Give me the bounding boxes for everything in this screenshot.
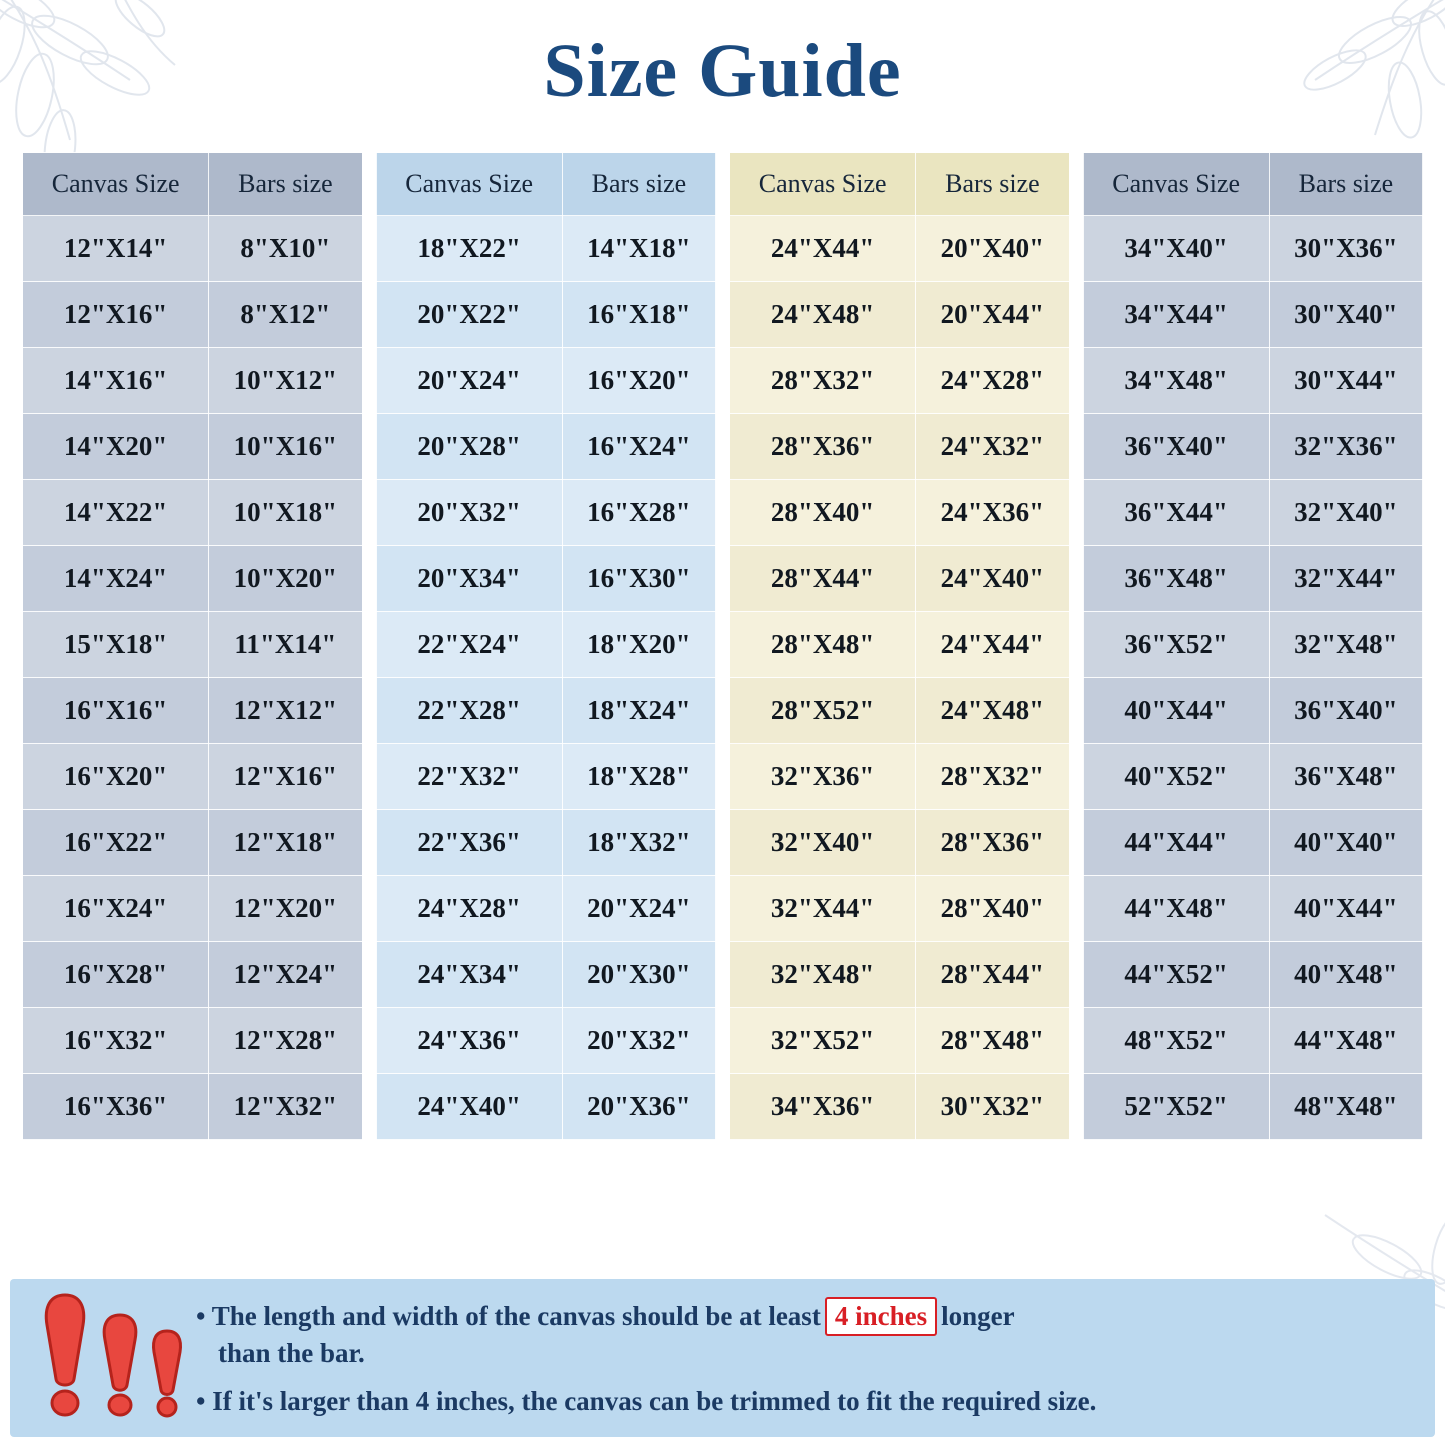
cell-bars-size: 40"X48": [1269, 942, 1422, 1008]
cell-bars-size: 12"X32": [209, 1074, 362, 1140]
cell-bars-size: 12"X20": [209, 876, 362, 942]
cell-canvas-size: 16"X24": [23, 876, 209, 942]
cell-bars-size: 28"X32": [916, 744, 1069, 810]
table-row: [23, 810, 363, 876]
table-row: [23, 282, 363, 348]
table-row: [1083, 282, 1423, 348]
table-row: [376, 546, 716, 612]
cell-bars-size: 20"X44": [916, 282, 1069, 348]
cell-canvas-size: 16"X22": [23, 810, 209, 876]
cell-bars-size: 32"X36": [1269, 414, 1422, 480]
table-body-group-1: [23, 216, 363, 1140]
cell-bars-size: 30"X32": [916, 1074, 1069, 1140]
table-header-row: [1083, 153, 1423, 216]
cell-bars-size: 30"X40": [1269, 282, 1422, 348]
cell-bars-size: 8"X12": [209, 282, 362, 348]
cell-canvas-size: 14"X22": [23, 480, 209, 546]
size-table-group-4: [1083, 152, 1424, 1140]
table-row: [730, 1074, 1070, 1140]
cell-canvas-size: 44"X52": [1083, 942, 1269, 1008]
cell-bars-size: 12"X18": [209, 810, 362, 876]
cell-canvas-size: 28"X52": [730, 678, 916, 744]
cell-canvas-size: 18"X22": [376, 216, 562, 282]
cell-bars-size: 24"X40": [916, 546, 1069, 612]
cell-bars-size: 40"X40": [1269, 810, 1422, 876]
table-row: [1083, 348, 1423, 414]
cell-canvas-size: 32"X44": [730, 876, 916, 942]
cell-canvas-size: 52"X52": [1083, 1074, 1269, 1140]
cell-canvas-size: 14"X16": [23, 348, 209, 414]
table-row: [730, 810, 1070, 876]
cell-canvas-size: 36"X52": [1083, 612, 1269, 678]
table-row: [376, 348, 716, 414]
cell-canvas-size: 36"X48": [1083, 546, 1269, 612]
cell-canvas-size: 28"X32": [730, 348, 916, 414]
cell-bars-size: 20"X30": [562, 942, 715, 1008]
cell-canvas-size: 22"X28": [376, 678, 562, 744]
cell-canvas-size: 16"X36": [23, 1074, 209, 1140]
cell-bars-size: 10"X18": [209, 480, 362, 546]
table-row: [730, 744, 1070, 810]
cell-bars-size: 8"X10": [209, 216, 362, 282]
table-row: [23, 876, 363, 942]
table-row: [23, 1074, 363, 1140]
page-title: Size Guide: [543, 29, 902, 113]
cell-bars-size: 16"X28": [562, 480, 715, 546]
cell-bars-size: 24"X44": [916, 612, 1069, 678]
table-row: [730, 678, 1070, 744]
table-row: [730, 348, 1070, 414]
cell-bars-size: 44"X48": [1269, 1008, 1422, 1074]
cell-canvas-size: 32"X40": [730, 810, 916, 876]
table-row: [376, 612, 716, 678]
cell-bars-size: 32"X48": [1269, 612, 1422, 678]
table-row: [376, 810, 716, 876]
exclamation-icon: [38, 1291, 92, 1419]
cell-bars-size: 30"X36": [1269, 216, 1422, 282]
table-row: [23, 480, 363, 546]
cell-bars-size: 24"X36": [916, 480, 1069, 546]
cell-bars-size: 20"X24": [562, 876, 715, 942]
size-table-group-2: [376, 152, 717, 1140]
cell-canvas-size: 16"X20": [23, 744, 209, 810]
cell-canvas-size: 14"X20": [23, 414, 209, 480]
table-row: [1083, 612, 1423, 678]
table-row: [1083, 744, 1423, 810]
cell-bars-size: 24"X32": [916, 414, 1069, 480]
cell-bars-size: 10"X12": [209, 348, 362, 414]
cell-bars-size: 36"X40": [1269, 678, 1422, 744]
cell-bars-size: 14"X18": [562, 216, 715, 282]
notes-banner: [10, 1279, 1435, 1437]
table-row: [730, 414, 1070, 480]
table-row: [376, 678, 716, 744]
column-header-canvas-size: Canvas Size: [376, 153, 562, 216]
table-row: [376, 216, 716, 282]
cell-bars-size: 12"X24": [209, 942, 362, 1008]
note-1-part-2: longer: [941, 1301, 1015, 1332]
cell-canvas-size: 22"X24": [376, 612, 562, 678]
cell-canvas-size: 20"X34": [376, 546, 562, 612]
cell-canvas-size: 24"X44": [730, 216, 916, 282]
column-header-bars-size: Bars size: [916, 153, 1069, 216]
column-header-bars-size: Bars size: [209, 153, 362, 216]
cell-bars-size: 40"X44": [1269, 876, 1422, 942]
cell-canvas-size: 24"X40": [376, 1074, 562, 1140]
cell-bars-size: 28"X48": [916, 1008, 1069, 1074]
cell-canvas-size: 28"X40": [730, 480, 916, 546]
cell-canvas-size: 34"X40": [1083, 216, 1269, 282]
cell-bars-size: 20"X40": [916, 216, 1069, 282]
table-row: [1083, 1008, 1423, 1074]
table-row: [376, 282, 716, 348]
table-row: [376, 942, 716, 1008]
cell-bars-size: 36"X48": [1269, 744, 1422, 810]
table-row: [1083, 876, 1423, 942]
cell-canvas-size: 20"X32": [376, 480, 562, 546]
column-header-bars-size: Bars size: [562, 153, 715, 216]
cell-canvas-size: 16"X28": [23, 942, 209, 1008]
cell-canvas-size: 32"X52": [730, 1008, 916, 1074]
column-header-canvas-size: Canvas Size: [1083, 153, 1269, 216]
note-line-2: • If it's larger than 4 inches, the canvas can be trimmed to fit the required size.: [196, 1385, 1097, 1416]
table-row: [376, 876, 716, 942]
cell-canvas-size: 20"X28": [376, 414, 562, 480]
table-header-row: [376, 153, 716, 216]
cell-canvas-size: 20"X24": [376, 348, 562, 414]
column-header-canvas-size: Canvas Size: [730, 153, 916, 216]
table-row: [23, 348, 363, 414]
cell-canvas-size: 28"X48": [730, 612, 916, 678]
cell-canvas-size: 24"X36": [376, 1008, 562, 1074]
table-row: [23, 744, 363, 810]
cell-canvas-size: 32"X36": [730, 744, 916, 810]
table-row: [730, 480, 1070, 546]
table-body-group-2: [376, 216, 716, 1140]
table-row: [730, 282, 1070, 348]
table-row: [1083, 414, 1423, 480]
table-row: [730, 612, 1070, 678]
table-row: [730, 546, 1070, 612]
table-row: [23, 1008, 363, 1074]
cell-bars-size: 12"X28": [209, 1008, 362, 1074]
cell-canvas-size: 12"X16": [23, 282, 209, 348]
cell-canvas-size: 34"X44": [1083, 282, 1269, 348]
cell-bars-size: 20"X36": [562, 1074, 715, 1140]
cell-bars-size: 24"X48": [916, 678, 1069, 744]
cell-canvas-size: 36"X40": [1083, 414, 1269, 480]
table-body-group-3: [730, 216, 1070, 1140]
cell-canvas-size: 34"X48": [1083, 348, 1269, 414]
cell-canvas-size: 20"X22": [376, 282, 562, 348]
table-row: [730, 876, 1070, 942]
size-tables-container: [22, 152, 1423, 1140]
cell-canvas-size: 24"X48": [730, 282, 916, 348]
cell-bars-size: 18"X20": [562, 612, 715, 678]
cell-bars-size: 16"X20": [562, 348, 715, 414]
table-row: [23, 612, 363, 678]
table-row: [730, 942, 1070, 1008]
cell-bars-size: 48"X48": [1269, 1074, 1422, 1140]
cell-bars-size: 18"X24": [562, 678, 715, 744]
notes-text: [196, 1297, 1417, 1418]
table-row: [1083, 942, 1423, 1008]
cell-canvas-size: 12"X14": [23, 216, 209, 282]
cell-canvas-size: 44"X48": [1083, 876, 1269, 942]
table-row: [376, 1074, 716, 1140]
cell-canvas-size: 44"X44": [1083, 810, 1269, 876]
table-row: [23, 414, 363, 480]
column-header-canvas-size: Canvas Size: [23, 153, 209, 216]
table-row: [23, 216, 363, 282]
cell-canvas-size: 15"X18": [23, 612, 209, 678]
table-row: [730, 216, 1070, 282]
cell-canvas-size: 36"X44": [1083, 480, 1269, 546]
cell-canvas-size: 32"X48": [730, 942, 916, 1008]
table-row: [376, 744, 716, 810]
table-row: [376, 414, 716, 480]
table-row: [23, 942, 363, 1008]
cell-canvas-size: 48"X52": [1083, 1008, 1269, 1074]
note-1-wrap: than the bar.: [218, 1338, 365, 1369]
note-highlight-4-inches: 4 inches: [825, 1297, 937, 1336]
cell-bars-size: 18"X32": [562, 810, 715, 876]
table-row: [376, 1008, 716, 1074]
cell-canvas-size: 24"X34": [376, 942, 562, 1008]
table-row: [1083, 546, 1423, 612]
cell-canvas-size: 40"X44": [1083, 678, 1269, 744]
cell-bars-size: 28"X36": [916, 810, 1069, 876]
cell-canvas-size: 14"X24": [23, 546, 209, 612]
exclamation-icon: [148, 1327, 186, 1419]
cell-bars-size: 10"X20": [209, 546, 362, 612]
table-row: [730, 1008, 1070, 1074]
exclamation-icon: [98, 1311, 142, 1419]
cell-bars-size: 24"X28": [916, 348, 1069, 414]
cell-bars-size: 16"X18": [562, 282, 715, 348]
table-body-group-4: [1083, 216, 1423, 1140]
cell-canvas-size: 16"X32": [23, 1008, 209, 1074]
table-header-row: [730, 153, 1070, 216]
cell-canvas-size: 24"X28": [376, 876, 562, 942]
table-row: [1083, 810, 1423, 876]
size-table-group-3: [729, 152, 1070, 1140]
cell-canvas-size: 16"X16": [23, 678, 209, 744]
cell-canvas-size: 28"X44": [730, 546, 916, 612]
table-header-row: [23, 153, 363, 216]
table-row: [1083, 1074, 1423, 1140]
cell-bars-size: 11"X14": [209, 612, 362, 678]
table-row: [23, 678, 363, 744]
note-line-1: [196, 1297, 1417, 1371]
cell-bars-size: 28"X40": [916, 876, 1069, 942]
cell-canvas-size: 40"X52": [1083, 744, 1269, 810]
cell-canvas-size: 22"X32": [376, 744, 562, 810]
cell-bars-size: 20"X32": [562, 1008, 715, 1074]
cell-bars-size: 30"X44": [1269, 348, 1422, 414]
column-header-bars-size: Bars size: [1269, 153, 1422, 216]
cell-bars-size: 18"X28": [562, 744, 715, 810]
table-row: [376, 480, 716, 546]
cell-bars-size: 10"X16": [209, 414, 362, 480]
cell-bars-size: 12"X16": [209, 744, 362, 810]
cell-canvas-size: 28"X36": [730, 414, 916, 480]
table-row: [1083, 480, 1423, 546]
cell-bars-size: 16"X30": [562, 546, 715, 612]
size-table-group-1: [22, 152, 363, 1140]
cell-bars-size: 32"X40": [1269, 480, 1422, 546]
cell-bars-size: 12"X12": [209, 678, 362, 744]
exclamation-icons-group: [28, 1291, 196, 1425]
table-row: [1083, 216, 1423, 282]
table-row: [1083, 678, 1423, 744]
cell-bars-size: 32"X44": [1269, 546, 1422, 612]
cell-bars-size: 16"X24": [562, 414, 715, 480]
cell-bars-size: 28"X44": [916, 942, 1069, 1008]
cell-canvas-size: 22"X36": [376, 810, 562, 876]
note-1-part-1: • The length and width of the canvas should be at least: [196, 1301, 821, 1332]
table-row: [23, 546, 363, 612]
cell-canvas-size: 34"X36": [730, 1074, 916, 1140]
